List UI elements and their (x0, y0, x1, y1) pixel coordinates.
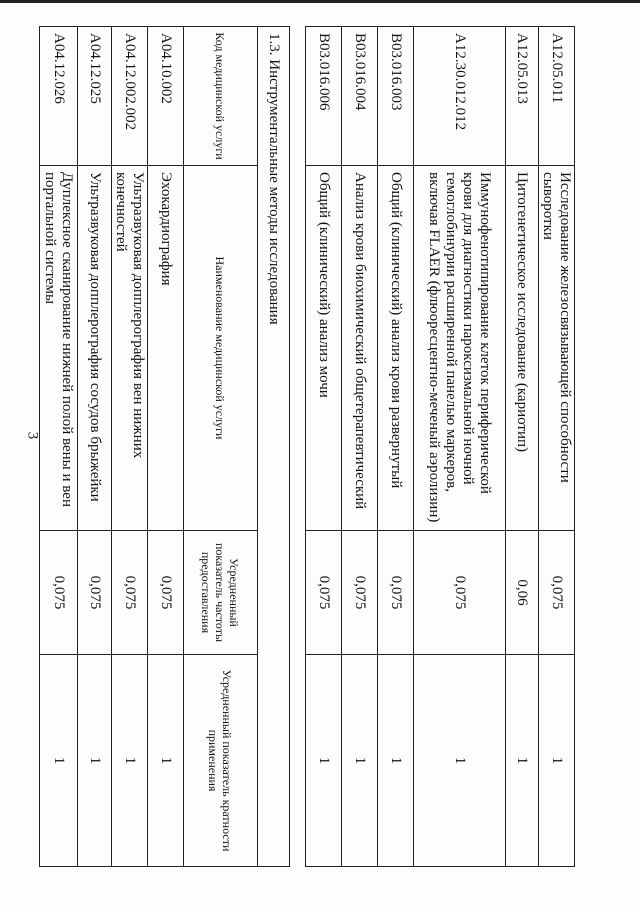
frequency-value: 0,075 (112, 531, 148, 655)
frequency-value: 0,075 (148, 531, 184, 655)
header-name: Наименование медицинской услуги (184, 166, 258, 531)
service-name: Цитогенетическое исследование (кариотип) (506, 166, 539, 531)
service-name: Общий (клинический) анализ крови развернутый (378, 166, 414, 531)
multiplicity-value: 1 (378, 655, 414, 867)
lab-tests-table (305, 26, 575, 867)
service-code: A04.12.025 (78, 27, 112, 166)
service-name: Ультразвуковая допплерография вен нижних конечностей (112, 166, 148, 531)
service-name: Эхокардиография (148, 166, 184, 531)
service-code: A12.05.011 (539, 27, 575, 166)
service-code: A04.12.026 (40, 27, 78, 166)
table-row (148, 27, 184, 867)
page-top-border (0, 0, 640, 3)
frequency-value: 0,075 (378, 531, 414, 655)
service-name: Дуплексное сканирование нижней полой вены и вен портальной системы (40, 166, 78, 531)
service-name: Иммунофенотипирование клеток периферической крови для диагностики пароксизмальной ночной гемоглобинурии расширенной панелью маркеров, включая FLAER (флюоресцентно-меченый аэролизин) (414, 166, 506, 531)
header-multiplicity: Усредненный показатель кратности применения (184, 655, 258, 867)
table-row (378, 27, 414, 867)
page-number: 3 (24, 431, 41, 440)
service-name: Ультразвуковая допплерография сосудов брыжейки (78, 166, 112, 531)
service-name: Исследование железосвязывающей способности сыворотки (539, 166, 575, 531)
multiplicity-value: 1 (414, 655, 506, 867)
multiplicity-value: 1 (539, 655, 575, 867)
service-name: Анализ крови биохимический общетерапевтический (342, 166, 378, 531)
service-code: B03.016.003 (378, 27, 414, 166)
multiplicity-value: 1 (112, 655, 148, 867)
section-row (258, 27, 290, 867)
table-row (306, 27, 342, 867)
multiplicity-value: 1 (148, 655, 184, 867)
table-row (40, 27, 78, 867)
multiplicity-value: 1 (40, 655, 78, 867)
service-code: A12.30.012.012 (414, 27, 506, 166)
table-row (539, 27, 575, 867)
section-title: 1.3. Инструментальные методы исследования (258, 27, 290, 867)
frequency-value: 0,075 (414, 531, 506, 655)
table-row (112, 27, 148, 867)
service-code: B03.016.004 (342, 27, 378, 166)
service-code: A04.10.002 (148, 27, 184, 166)
service-code: A04.12.002.002 (112, 27, 148, 166)
table-row (342, 27, 378, 867)
multiplicity-value: 1 (306, 655, 342, 867)
multiplicity-value: 1 (78, 655, 112, 867)
rotated-page-content (40, 26, 575, 866)
header-code: Код медицинской услуги (184, 27, 258, 166)
frequency-value: 0,075 (539, 531, 575, 655)
frequency-value: 0,075 (40, 531, 78, 655)
frequency-value: 0,06 (506, 531, 539, 655)
header-row (184, 27, 258, 867)
instrumental-methods-table (39, 26, 290, 867)
service-code: B03.016.006 (306, 27, 342, 166)
table-row (78, 27, 112, 867)
frequency-value: 0,075 (78, 531, 112, 655)
multiplicity-value: 1 (506, 655, 539, 867)
frequency-value: 0,075 (342, 531, 378, 655)
header-frequency: Усредненный показатель частоты предоставления (184, 531, 258, 655)
frequency-value: 0,075 (306, 531, 342, 655)
service-code: A12.05.013 (506, 27, 539, 166)
table-row (506, 27, 539, 867)
table-row (414, 27, 506, 867)
service-name: Общий (клинический) анализ мочи (306, 166, 342, 531)
multiplicity-value: 1 (342, 655, 378, 867)
